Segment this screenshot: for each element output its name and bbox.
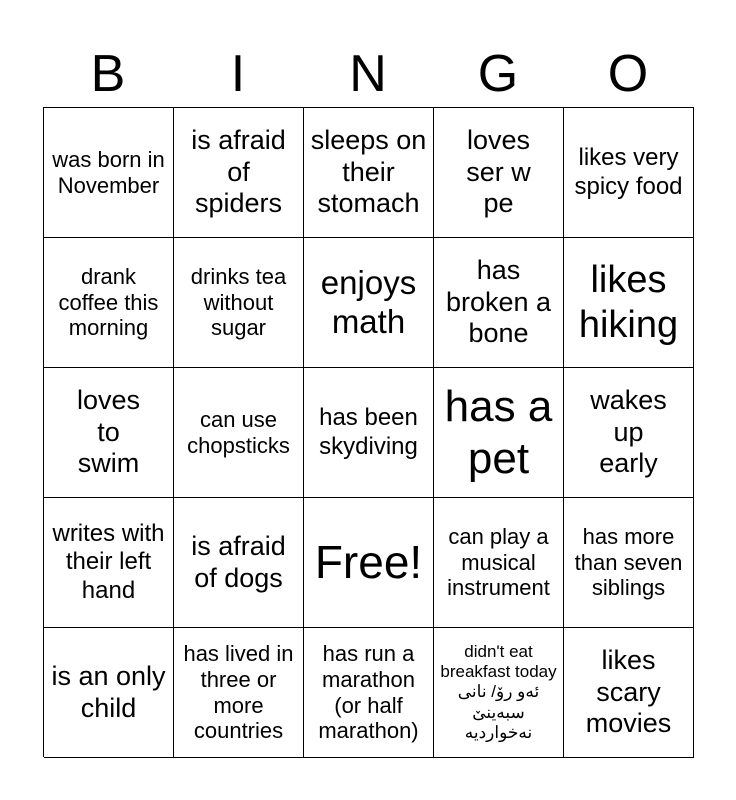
header-letter-i: I [230,45,246,103]
cell-text: didn't eat breakfast today ئەو رۆ/ نانی سبەینێ نەخواردیە [440,642,557,742]
bingo-cell-r4c2[interactable] [174,498,304,628]
cell-text: drinks tea without sugar [190,263,287,341]
cell-text: can use chopsticks [187,406,290,458]
bingo-cell-r3c1[interactable] [44,368,174,498]
bingo-cell-r3c2[interactable] [174,368,304,498]
header-letter-g: G [477,45,519,103]
bingo-cell-r2c5[interactable] [564,238,694,368]
bingo-cell-r5c2[interactable] [174,628,304,758]
bingo-cell-r1c2[interactable] [174,108,304,238]
bingo-cell-r1c1[interactable] [44,108,174,238]
cell-text: likes hiking [578,258,679,346]
cell-text: writes with their left hand [52,520,165,604]
cell-text: wakes up early [590,384,667,479]
bingo-cell-r5c4[interactable] [434,628,564,758]
cell-text: is an only child [51,660,166,723]
bingo-cell-r2c4[interactable] [434,238,564,368]
bingo-cell-r4c5[interactable] [564,498,694,628]
bingo-cell-r3c3[interactable] [304,368,434,498]
bingo-header [43,40,693,108]
cell-text: Free! [314,536,423,589]
cell-text: sleeps on their stomach [310,124,427,219]
cell-text: loves to swim [76,384,141,479]
cell-text: has more than seven siblings [574,523,683,601]
bingo-cell-r3c5[interactable] [564,368,694,498]
cell-text: has a pet [444,381,553,483]
cell-text: can play a musical instrument [447,523,550,601]
cell-text: has run a marathon (or half marathon) [318,640,419,744]
cell-text: has lived in three or more countries [183,640,294,744]
header-letter-b: B [90,45,126,103]
bingo-cell-r4c1[interactable] [44,498,174,628]
bingo-cell-r1c5[interactable] [564,108,694,238]
bingo-cell-r3c4[interactable] [434,368,564,498]
cell-text: was born in November [52,146,165,198]
bingo-cell-r5c1[interactable] [44,628,174,758]
cell-text: is afraid of dogs [191,530,286,593]
bingo-cell-r1c3[interactable] [304,108,434,238]
bingo-cell-r1c4[interactable] [434,108,564,238]
cell-text: enjoys math [320,263,417,340]
bingo-cell-r2c1[interactable] [44,238,174,368]
cell-text: loves ser w pe [466,124,531,219]
bingo-cell-r4c3[interactable] [304,498,434,628]
bingo-cell-r4c4[interactable] [434,498,564,628]
bingo-cell-r2c2[interactable] [174,238,304,368]
bingo-grid [43,107,694,757]
cell-text: drank coffee this morning [58,263,159,341]
bingo-cell-r5c5[interactable] [564,628,694,758]
bingo-cell-r5c3[interactable] [304,628,434,758]
bingo-cell-r2c3[interactable] [304,238,434,368]
header-letter-n: N [349,45,387,103]
cell-text: has been skydiving [319,404,418,460]
cell-text: has broken a bone [445,254,552,349]
cell-text: likes scary movies [585,644,672,739]
header-letter-o: O [607,45,649,103]
cell-text: is afraid of spiders [191,124,286,219]
cell-text: likes very spicy food [574,144,683,200]
